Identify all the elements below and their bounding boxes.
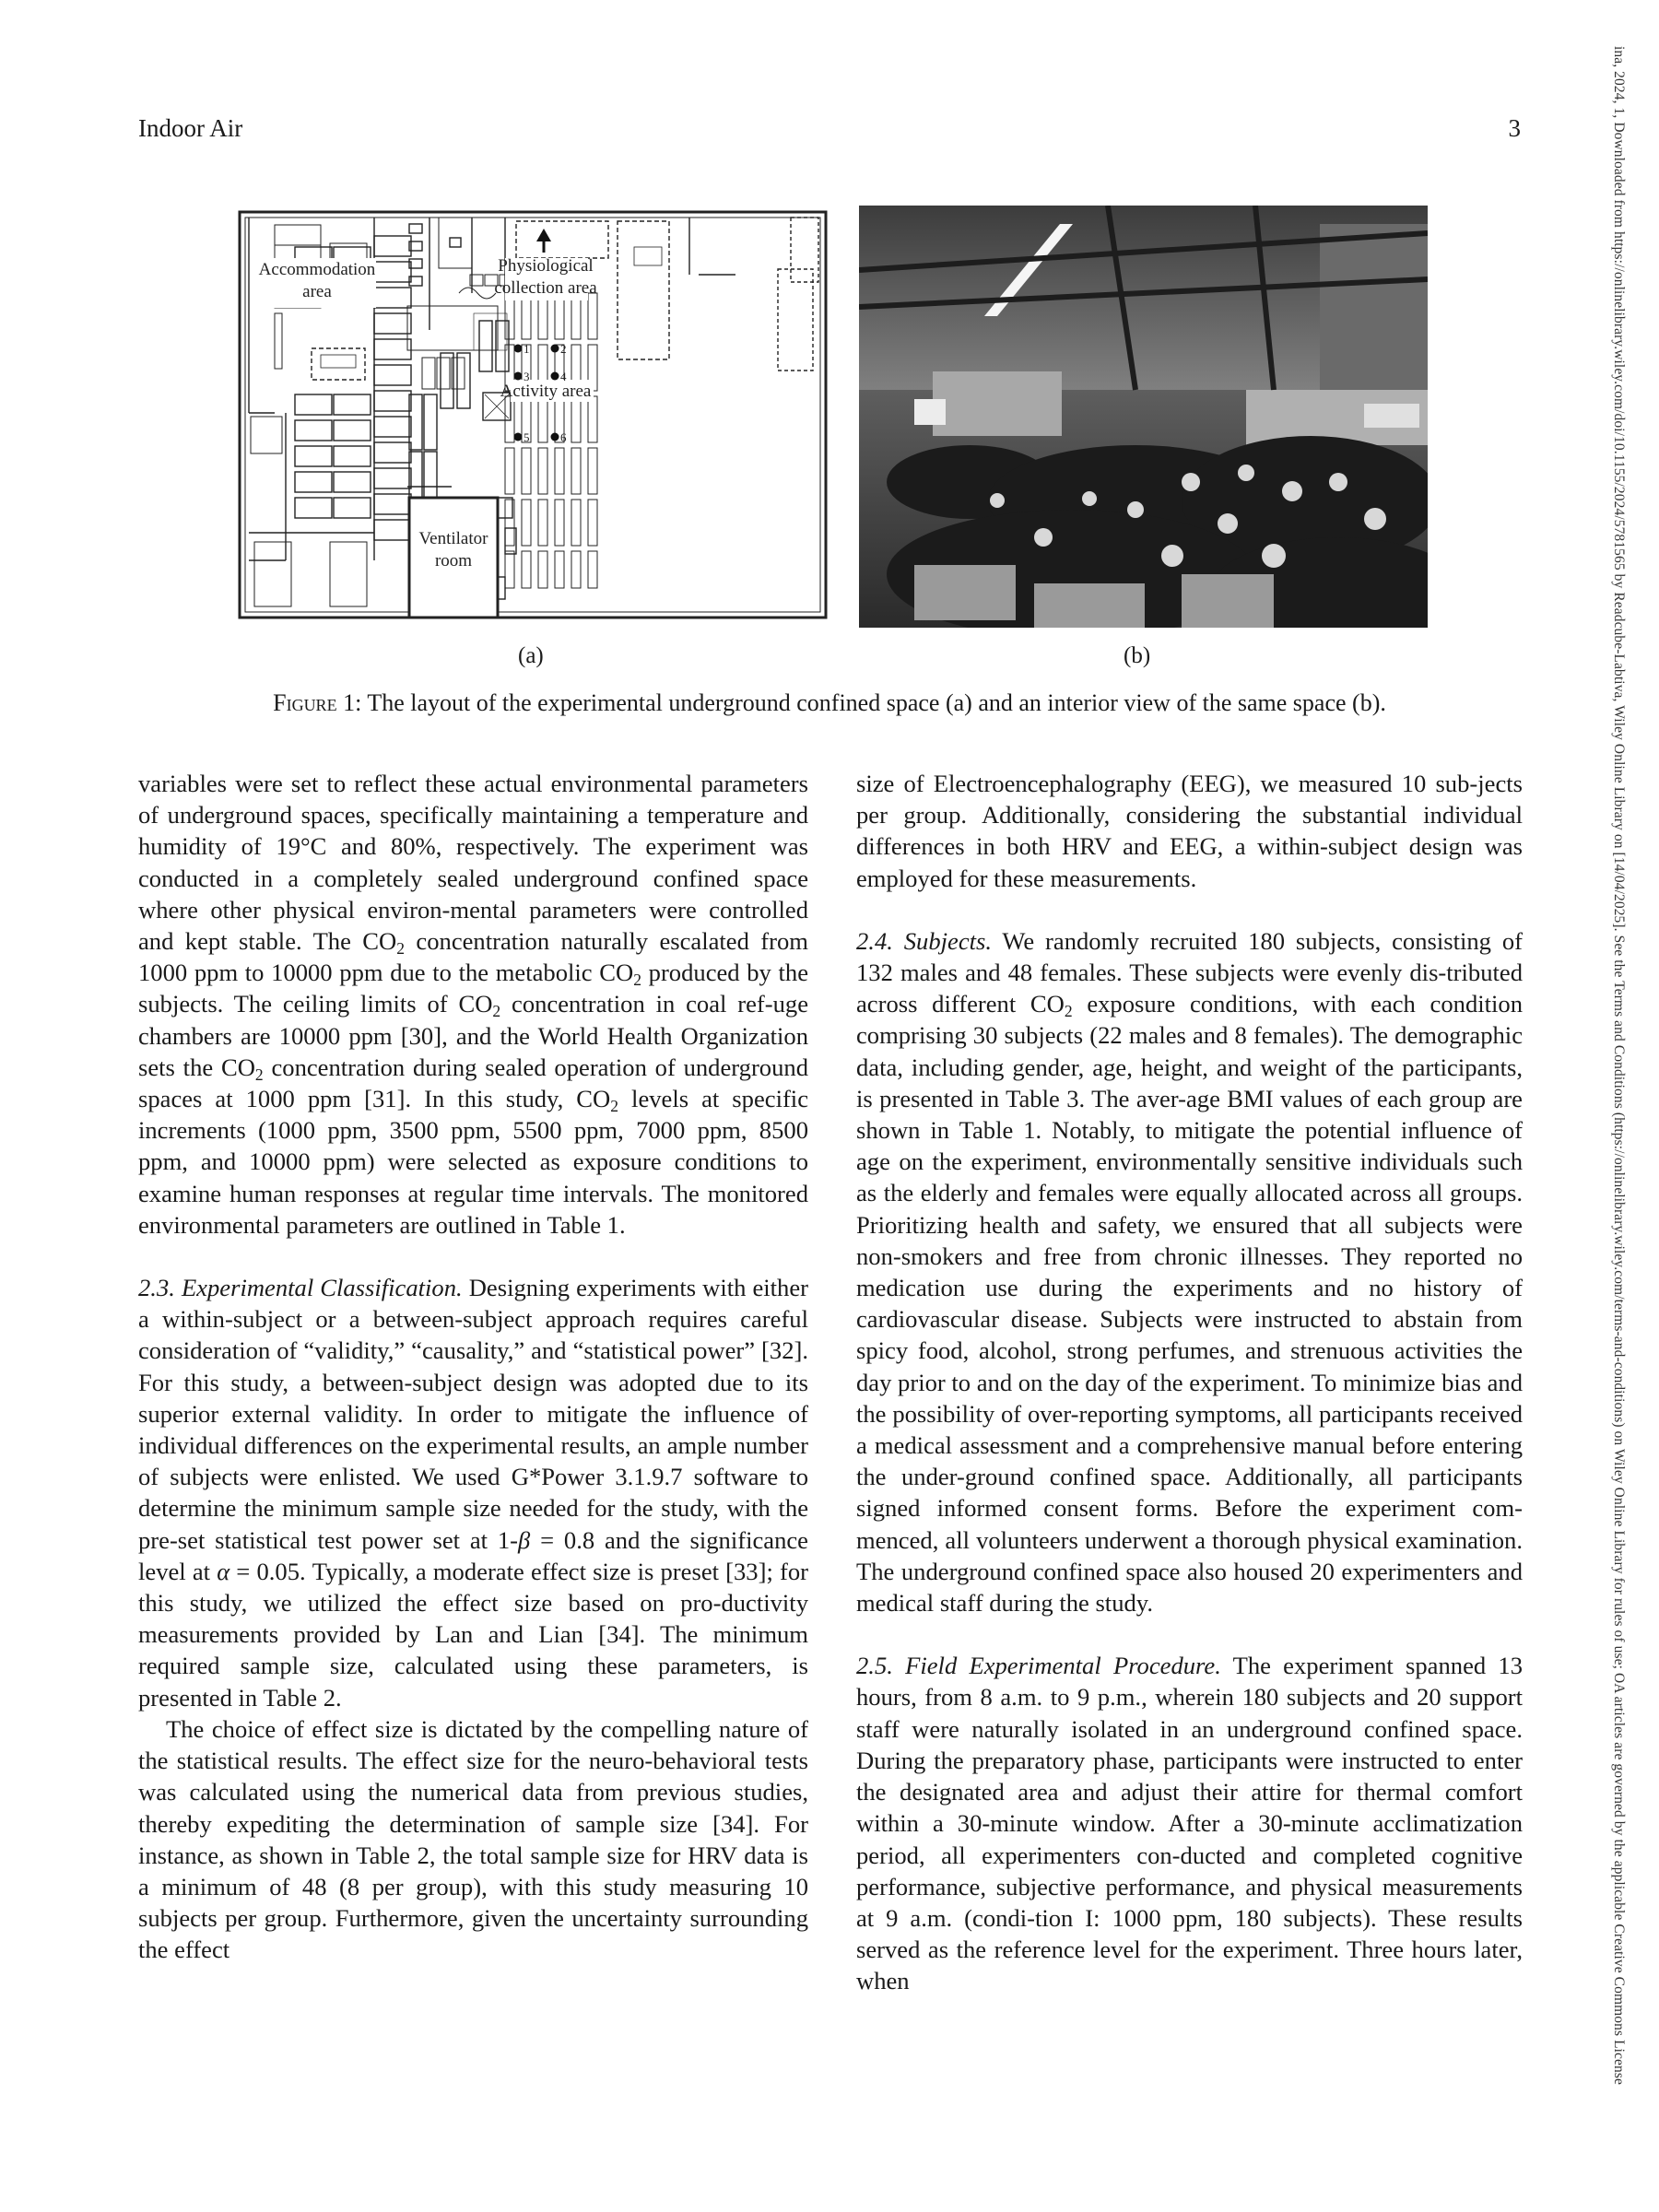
sensor-label: 6: [560, 430, 567, 444]
activity-label: Activity area: [500, 382, 592, 401]
text-run: = 0.05. Typically, a moderate effect size is preset [33]; for this study, we utilized the effect size based on pro-ductivity measurements provided by Lan and Lian [34]. The minimum required sample size, calculated using these parameters, is presented in Table 2.: [138, 1557, 809, 1712]
ventilator-label-1: Ventilator: [418, 529, 488, 548]
caption-prefix: Figure 1:: [273, 689, 362, 716]
panel-b-label: (b): [1124, 643, 1151, 668]
text-run: produced by the subjects. The ceiling limits of CO: [138, 959, 809, 1018]
sensor-marker: [551, 433, 559, 441]
text-run: levels at specific increments (1000 ppm, 3500 ppm, 5500 ppm, 7000 ppm, 8500 ppm, and 10000 ppm) were selected as exposure conditions to examine human responses at regular time intervals. The monitored environmental parameters are outlined in Table 1.: [138, 1085, 809, 1239]
left-column: [138, 768, 808, 1966]
sensor-marker: [514, 433, 523, 441]
floor-plan-figure: [238, 210, 828, 619]
text-run: Designing experiments with either a within-subject or a between-subject approach requires careful consideration of “validity,” “causality,” and “statistical power” [32]. For this study, a between-subject design was adopted due to its superior external validity. In order to mitigate the influence of individual differences on the experimental results, an ample number of subjects were enlisted. We used G*Power 3.1.9.7 software to determine the minimum sample size needed for the study, with the pre-set statistical test power set at 1-: [138, 1274, 808, 1554]
subscript: 2: [1064, 1002, 1073, 1021]
download-notice: ina, 2024, 1, Downloaded from https://onlinelibrary.wiley.com/doi/10.1155/2024/5781565 by Readcube-Labtiva, Wiley Online Library on [14/04/2025]. See the Terms and Conditions (https://onlinelibrary.wiley.com/terms-and-conditions) on Wiley Online Library for rules of use; OA articles are governed by the applicable Creative Commons License: [1611, 46, 1627, 2085]
sensor-marker: [551, 345, 559, 353]
section-heading: 2.4. Subjects.: [856, 926, 993, 955]
page-number: 3: [1508, 114, 1521, 142]
sensor-label: 3: [524, 370, 530, 383]
physiological-label-2: collection area: [494, 278, 597, 298]
text-run: concentration during sealed operation of underground spaces at 1000 ppm [31]. In this study, CO: [138, 1053, 808, 1113]
sensor-label: 4: [560, 370, 567, 383]
figure-caption: [138, 689, 1521, 717]
panel-a-label: (a): [518, 643, 544, 668]
sensor-label: 2: [560, 342, 567, 356]
text-run: variables were set to reflect these actual environmental parameters of underground spaces, specifically maintaining a temperature and humidity of 19°C and 80%, respectively. The experiment was conducted in a completely sealed underground confined space where other physical environ-mental parameters were controlled and kept stable. The CO: [138, 770, 808, 956]
math-symbol: β: [518, 1525, 531, 1554]
physiological-label-1: Physiological: [498, 256, 594, 276]
sensor-marker: [514, 372, 523, 381]
paragraph: The choice of effect size is dictated by the compelling nature of the statistical results. The effect size for the neuro-behavioral tests was calculated using the numerical data from previous studies, thereby expediting the determination of sample size [34]. For instance, as shown in Table 2, the total sample size for HRV data is a minimum of 48 (8 per group), with this study measuring 10 subjects per group. Furthermore, given the uncertainty surrounding the effect: [138, 1714, 808, 1964]
journal-name: Indoor Air: [138, 114, 243, 142]
sensor-label: 5: [524, 430, 530, 444]
text-run: We randomly recruited 180 subjects, consisting of 132 males and 48 females. These subjects were evenly dis-tributed across different CO: [856, 926, 1523, 1018]
text-run: The experiment spanned 13 hours, from 8 a.m. to 9 p.m., wherein 180 subjects and 20 support staff were naturally isolated in an underground confined space. During the preparatory phase, participants were instructed to enter the designated area and adjust their attire for thermal comfort within a 30-minute window. After a 30-minute acclimatization period, all experimenters con-ducted and completed cognitive performance, subjective performance, and physical measurements at 9 a.m. (condi-tion I: 1000 ppm, 180 subjects). These results served as the reference level for the experiment. Three hours later, when: [856, 1652, 1523, 1995]
ventilator-label-2: room: [434, 551, 473, 571]
paragraph: [856, 1650, 1523, 1996]
text-run: concentration in coal ref-uge chambers are 10000 ppm [30], and the World Health Organization sets the CO: [138, 990, 809, 1081]
accommodation-label-2: area: [302, 282, 332, 301]
section-heading: 2.5. Field Experimental Procedure.: [856, 1652, 1221, 1680]
subscript: 2: [396, 938, 406, 958]
subscript: 2: [492, 1002, 501, 1021]
sensor-marker: [514, 345, 523, 353]
paragraph: [138, 1272, 808, 1713]
section-heading: 2.3. Experimental Classification.: [138, 1274, 463, 1302]
running-head: [138, 114, 1521, 151]
text-run: exposure conditions, with each condition comprising 30 subjects (22 males and 8 females). The demographic data, including gender, age, height, and weight of the participants, is presented in Table 3. The aver-age BMI values of each group are shown in Table 1. Notably, to mitigate the potential influence of age on the experiment, environmentally sensitive individuals such as the elderly and females were equally allocated across all groups. Prioritizing health and safety, we ensured that all subjects were non-smokers and free from chronic illnesses. They reported no medication use during the experiments and no history of cardiovascular disease. Subjects were instructed to abstain from spicy food, alcohol, strong perfumes, and strenuous activities the day prior to and on the day of the experiment. To minimize bias and the possibility of over-reporting symptoms, all participants received a medical assessment and a comprehensive manual before entering the under-ground confined space. Additionally, all participants signed informed consent forms. Before the experiment com-menced, all volunteers underwent a thorough physical examination. The underground confined space also housed 20 experimenters and medical staff during the study.: [856, 990, 1523, 1618]
interior-photo: [859, 206, 1428, 628]
caption-text: The layout of the experimental underground confined space (a) and an interior view of the same space (b).: [361, 689, 1386, 716]
subscript: 2: [254, 1065, 264, 1084]
paragraph: size of Electroencephalography (EEG), we measured 10 sub-jects per group. Additionally, considering the substantial individual differences in both HRV and EEG, a within-subject design was employed for these measurements.: [856, 770, 1523, 892]
subscript: 2: [610, 1096, 619, 1115]
sensor-label: 1: [524, 342, 530, 356]
subscript: 2: [633, 971, 641, 990]
paragraph: [856, 925, 1523, 1618]
accommodation-label-1: Accommodation: [258, 260, 376, 279]
text-run: = 0.8 and the significance level at: [138, 1525, 808, 1585]
right-column: [856, 768, 1523, 1997]
sensor-marker: [551, 372, 559, 381]
paragraph: [138, 768, 808, 1241]
text-run: concentration naturally escalated from 1000 ppm to 10000 ppm due to the metabolic CO: [138, 927, 808, 987]
math-symbol: α: [217, 1557, 230, 1585]
